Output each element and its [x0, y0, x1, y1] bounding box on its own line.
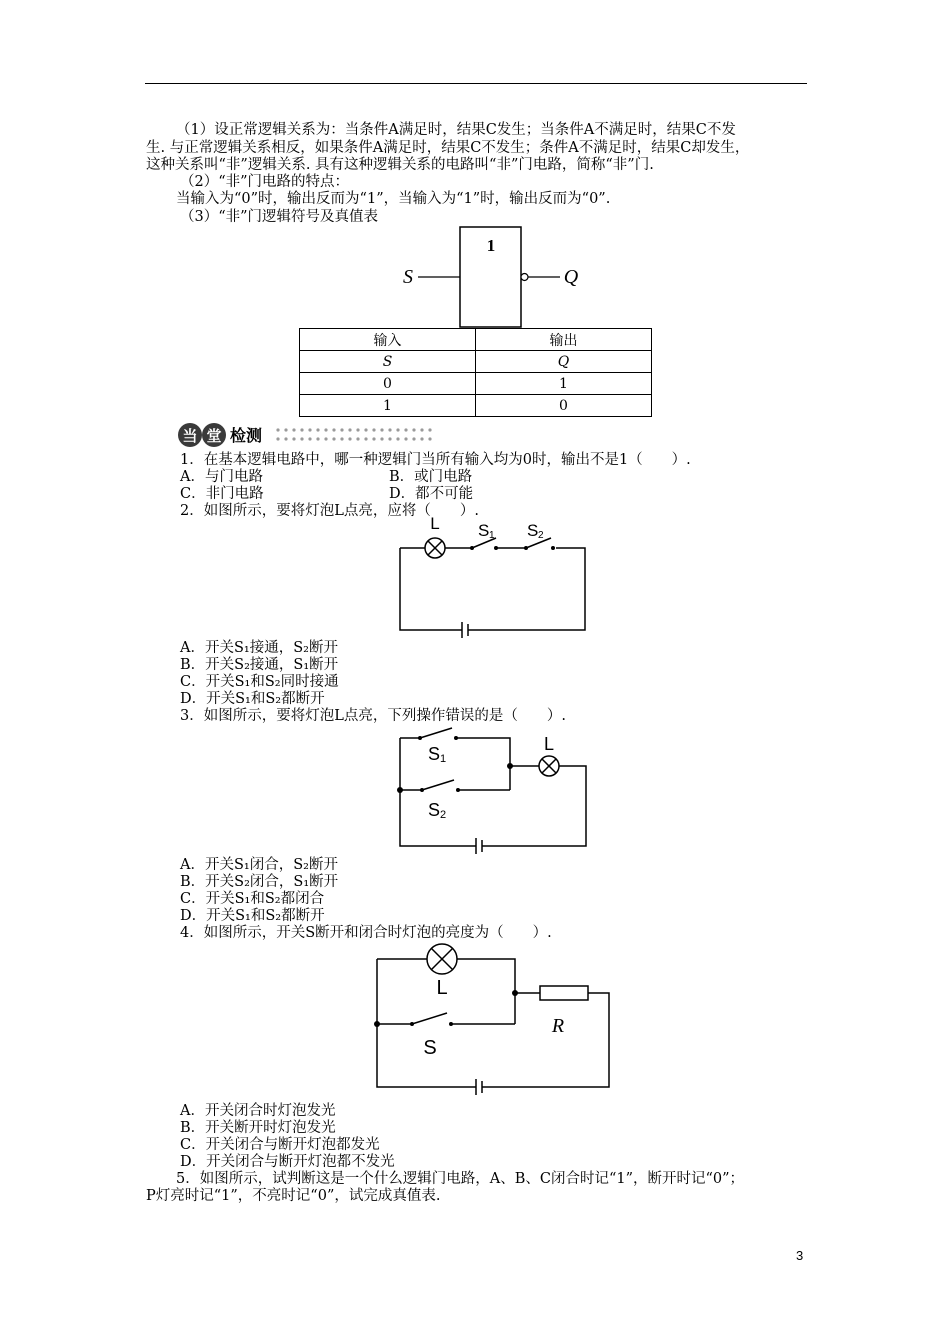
table-cell: 0 [300, 373, 476, 395]
q2-s2-label: S [527, 521, 539, 540]
table-cell: 1 [300, 395, 476, 417]
q4-resistor-label: R [551, 1015, 565, 1037]
paragraph-line-6: （3）“非”门逻辑符号及真值表 [180, 209, 379, 225]
table-var-input: S [300, 351, 476, 373]
q3-option-b: B．开关S₂闭合，S₁断开 [180, 874, 339, 890]
q4-option-b: B．开关断开时灯泡发光 [180, 1120, 336, 1136]
q3-lamp-label: L [543, 734, 555, 754]
header-rule [145, 83, 807, 84]
q1-option-d: D．都不可能 [389, 486, 474, 502]
q4-circuit-diagram [370, 942, 620, 1102]
not-gate-diagram [390, 222, 590, 332]
table-row [300, 373, 652, 395]
q5-stem-line-2: P灯亮时记“1”，不亮时记“0”，试完成真值表. [146, 1188, 441, 1204]
q4-lamp-label: L [436, 977, 448, 999]
badge-char-1: 当 [182, 427, 198, 445]
table-row [300, 351, 652, 373]
q1-option-b: B．或门电路 [389, 469, 473, 485]
q1-stem: 1．在基本逻辑电路中，哪一种逻辑门当所有输入均为0时，输出不是1（ ）. [180, 452, 691, 468]
table-row [300, 329, 652, 351]
badge-char-2: 堂 [206, 427, 222, 445]
q2-s1-sub: 1 [489, 530, 495, 541]
gate-input-label: S [403, 266, 413, 288]
badge-dots [276, 428, 431, 440]
table-header-input: 输入 [300, 329, 476, 351]
q3-s1-label: S [428, 744, 441, 764]
table-cell: 0 [476, 395, 652, 417]
q3-circuit-diagram [390, 728, 590, 856]
switch-s1 [420, 728, 452, 738]
paragraph-line-1: （1）设正常逻辑关系为：当条件A满足时，结果C发生；当条件A不满足时，结果C不发 [176, 122, 736, 138]
q4-option-d: D．开关闭合与断开灯泡都不发光 [180, 1154, 395, 1170]
q1-option-c: C．非门电路 [180, 486, 264, 502]
gate-output-label: Q [563, 266, 579, 288]
page-number: 3 [796, 1248, 804, 1263]
q2-circuit-diagram [390, 514, 590, 634]
paragraph-line-4: （2）“非”门电路的特点： [180, 174, 350, 190]
q2-lamp-label: L [430, 514, 440, 533]
q3-stem: 3．如图所示，要将灯泡L点亮，下列操作错误的是（ ）. [180, 708, 566, 724]
section-badge [178, 422, 440, 448]
inversion-bubble [521, 274, 528, 281]
q2-option-d: D．开关S₁和S₂都断开 [180, 691, 325, 707]
q3-option-d: D．开关S₁和S₂都断开 [180, 908, 325, 924]
q2-stem: 2．如图所示，要将灯泡L点亮，应将（ ）. [180, 503, 479, 519]
resistor-symbol [540, 986, 588, 1000]
q2-s2-sub: 2 [538, 530, 544, 541]
q5-stem-line-1: 5．如图所示，试判断这是一个什么逻辑门电路，A、B、C闭合时记“1”，断开时记“0”； [176, 1171, 745, 1187]
q4-stem: 4．如图所示，开关S断开和闭合时灯泡的亮度为（ ）. [180, 925, 552, 941]
q2-s1-label: S [478, 521, 490, 540]
q2-option-a: A．开关S₁接通，S₂断开 [180, 640, 338, 656]
q2-option-b: B．开关S₂接通，S₁断开 [180, 657, 339, 673]
q2-option-c: C．开关S₁和S₂同时接通 [180, 674, 339, 690]
q3-s2-sub: 2 [440, 809, 447, 821]
q4-option-c: C．开关闭合与断开灯泡都发光 [180, 1137, 380, 1153]
table-var-output: Q [476, 351, 652, 373]
switch-s2 [422, 780, 454, 790]
q3-s1-sub: 1 [440, 753, 447, 765]
gate-symbol-label: 1 [486, 236, 496, 255]
table-header-output: 输出 [476, 329, 652, 351]
table-row [300, 395, 652, 417]
q3-option-c: C．开关S₁和S₂都闭合 [180, 891, 325, 907]
table-cell: 1 [476, 373, 652, 395]
truth-table [299, 328, 652, 417]
q4-switch-label: S [423, 1037, 437, 1059]
paragraph-line-3: 这种关系叫“非”逻辑关系. 具有这种逻辑关系的电路叫“非”门电路，简称“非”门. [146, 157, 654, 173]
switch-s [412, 1013, 447, 1024]
badge-title: 检测 [230, 426, 263, 445]
q1-option-a: A．与门电路 [180, 469, 263, 485]
q4-option-a: A．开关闭合时灯泡发光 [180, 1103, 336, 1119]
paragraph-line-2: 生. 与正常逻辑关系相反，如果条件A满足时，结果C不发生；条件A不满足时，结果C却发生， [146, 140, 750, 156]
q3-s2-label: S [428, 800, 441, 820]
q3-option-a: A．开关S₁闭合，S₂断开 [180, 857, 338, 873]
paragraph-line-5: 当输入为“0”时，输出反而为“1”，当输入为“1”时，输出反而为“0”. [176, 191, 611, 207]
